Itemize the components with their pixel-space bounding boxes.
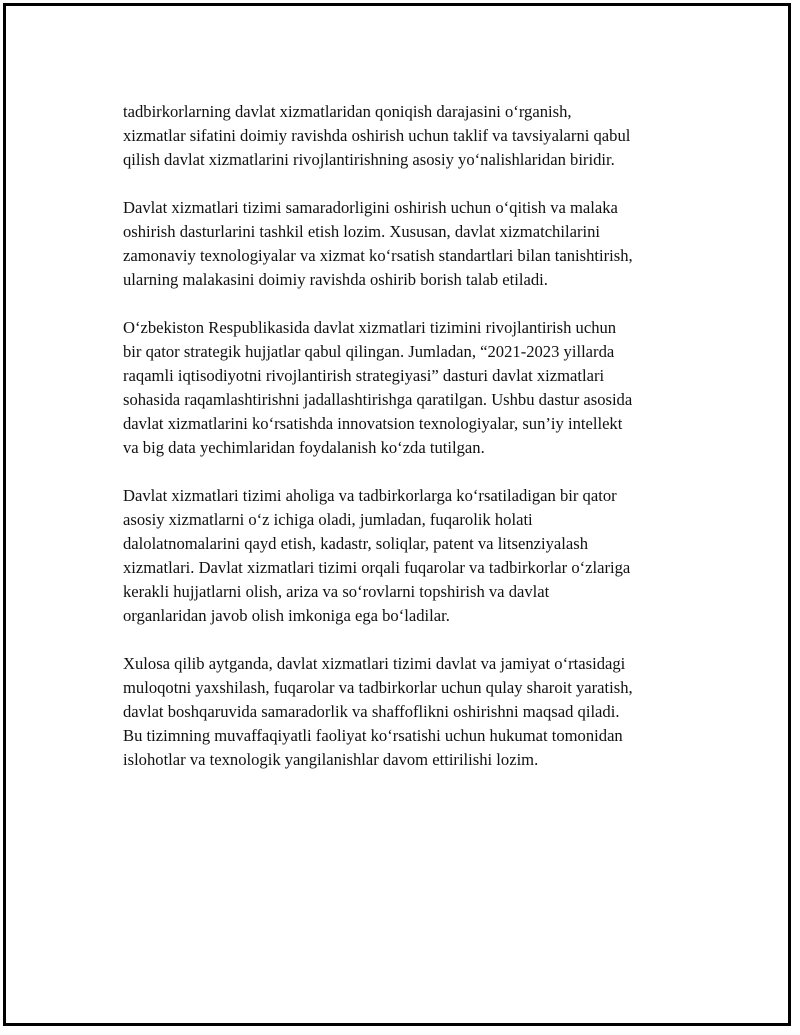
paragraph-5: Xulosa qilib aytganda, davlat xizmatlari tizimi davlat va jamiyat o‘rtasidagi muloqotni yaxshilash, fuqarolar va tadbirkorlar uchun qulay sharoit yaratish, davlat boshqaruvida samaradorlik va shaffoflikni oshirishni maqsad qiladi. Bu tizimning muvaffaqiyatli faoliyat ko‘rsatishi uchun hukumat tomonidan islohotlar va texnologik yangilanishlar davom ettirilishi lozim.	[123, 654, 633, 769]
paragraph-3: O‘zbekiston Respublikasida davlat xizmatlari tizimini rivojlantirish uchun bir qator strategik hujjatlar qabul qilingan. Jumladan, “2021-2023 yillarda raqamli iqtisodiyotni rivojlantirish strategiyasi” dasturi davlat xizmatlari sohasida raqamlashtirishni jadallashtirishga qaratilgan. Ushbu dastur asosida davlat xizmatlarini ko‘rsatishda innovatsion texnologiyalar, sun’iy intellekt va big data yechimlaridan foydalanish ko‘zda tutilgan.	[123, 318, 633, 457]
document-page	[3, 3, 791, 1026]
paragraph-4: Davlat xizmatlari tizimi aholiga va tadbirkorlarga ko‘rsatiladigan bir qator asosiy xizmatlarni o‘z ichiga oladi, jumladan, fuqarolik holati dalolatnomalarini qayd etish, kadastr, soliqlar, patent va litsenziyalash xizmatlari. Davlat xizmatlari tizimi orqali fuqarolar va tadbirkorlar o‘zlariga kerakli hujjatlarni olish, ariza va so‘rovlarni topshirish va davlat organlaridan javob olish imkoniga ega bo‘ladilar.	[123, 486, 631, 625]
paragraph-1: tadbirkorlarning davlat xizmatlaridan qoniqish darajasini o‘rganish, xizmatlar sifatini doimiy ravishda oshirish uchun taklif va tavsiyalarni qabul qilish davlat xizmatlarini rivojlantirishning asosiy yo‘nalishlaridan biridir.	[123, 102, 631, 169]
paragraph-2: Davlat xizmatlari tizimi samaradorligini oshirish uchun o‘qitish va malaka oshirish dasturlarini tashkil etish lozim. Xususan, davlat xizmatchilarini zamonaviy texnologiyalar va xizmat ko‘rsatish standartlari bilan tanishtirish, ularning malakasini doimiy ravishda oshirib borish talab etiladi.	[123, 198, 633, 289]
document-body	[123, 100, 699, 796]
